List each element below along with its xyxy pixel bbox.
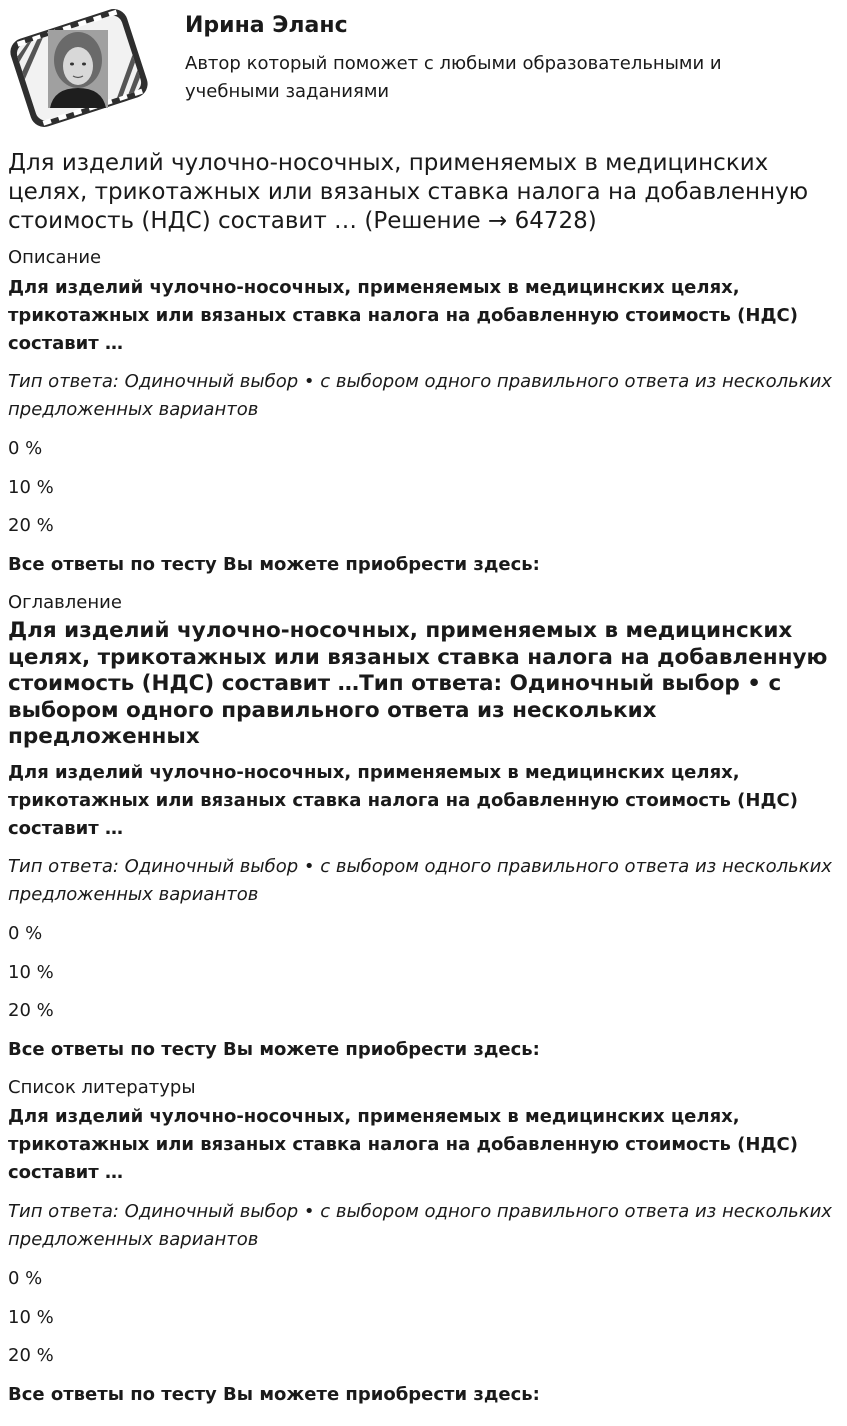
buy-answers-text: Все ответы по тесту Вы можете приобрести здесь: — [8, 554, 540, 575]
page — [8, 0, 839, 1405]
buy-answers-text: Все ответы по тесту Вы можете приобрести здесь: — [8, 1039, 540, 1060]
option-item: 10 % — [8, 1307, 54, 1328]
option-item: 20 % — [8, 1000, 54, 1021]
toc-heading: Для изделий чулочно-носочных, применяемых в медицинских целях, трикотажных или вязаных ставка налога на добавленную стоимость (НДС) составит …Тип ответа: Одиночный выбор • с выбором одного правильного ответа из нескольких предложенных — [8, 618, 828, 749]
option-item: 0 % — [8, 923, 43, 944]
option-item: 20 % — [8, 1345, 54, 1366]
question-text: Для изделий чулочно-носочных, применяемых в медицинских целях, трикотажных или вязаных ставка налога на добавленную стоимость (НДС) составит … — [8, 1106, 798, 1183]
section-label-toc: Оглавление — [8, 592, 122, 613]
option-item: 0 % — [8, 1268, 43, 1289]
page-title: Для изделий чулочно-носочных, применяемых в медицинских целях, трикотажных или вязаных ставка налога на добавленную стоимость (НДС) составит … (Решение → 64728) — [8, 150, 809, 234]
option-item: 20 % — [8, 515, 54, 536]
section-label-literature: Список литературы — [8, 1077, 196, 1098]
section-label-description: Описание — [8, 247, 102, 268]
author-description: Автор который поможет с любыми образовательными и учебными заданиями — [185, 53, 722, 102]
question-text: Для изделий чулочно-носочных, применяемых в медицинских целях, трикотажных или вязаных ставка налога на добавленную стоимость (НДС) составит … — [8, 762, 798, 839]
question-text: Для изделий чулочно-носочных, применяемых в медицинских целях, трикотажных или вязаных ставка налога на добавленную стоимость (НДС) составит … — [8, 277, 798, 354]
author-block — [8, 0, 839, 140]
option-item: 10 % — [8, 962, 54, 983]
option-item: 0 % — [8, 438, 43, 459]
answer-type: Тип ответа: Одиночный выбор • с выбором одного правильного ответа из нескольких предложенных вариантов — [8, 856, 832, 905]
author-avatar[interactable] — [8, 8, 150, 128]
answer-type: Тип ответа: Одиночный выбор • с выбором одного правильного ответа из нескольких предложенных вариантов — [8, 371, 832, 420]
answer-type: Тип ответа: Одиночный выбор • с выбором одного правильного ответа из нескольких предложенных вариантов — [8, 1201, 832, 1250]
buy-answers-text: Все ответы по тесту Вы можете приобрести здесь: — [8, 1384, 540, 1405]
author-name[interactable]: Ирина Эланс — [185, 13, 348, 38]
option-item: 10 % — [8, 477, 54, 498]
